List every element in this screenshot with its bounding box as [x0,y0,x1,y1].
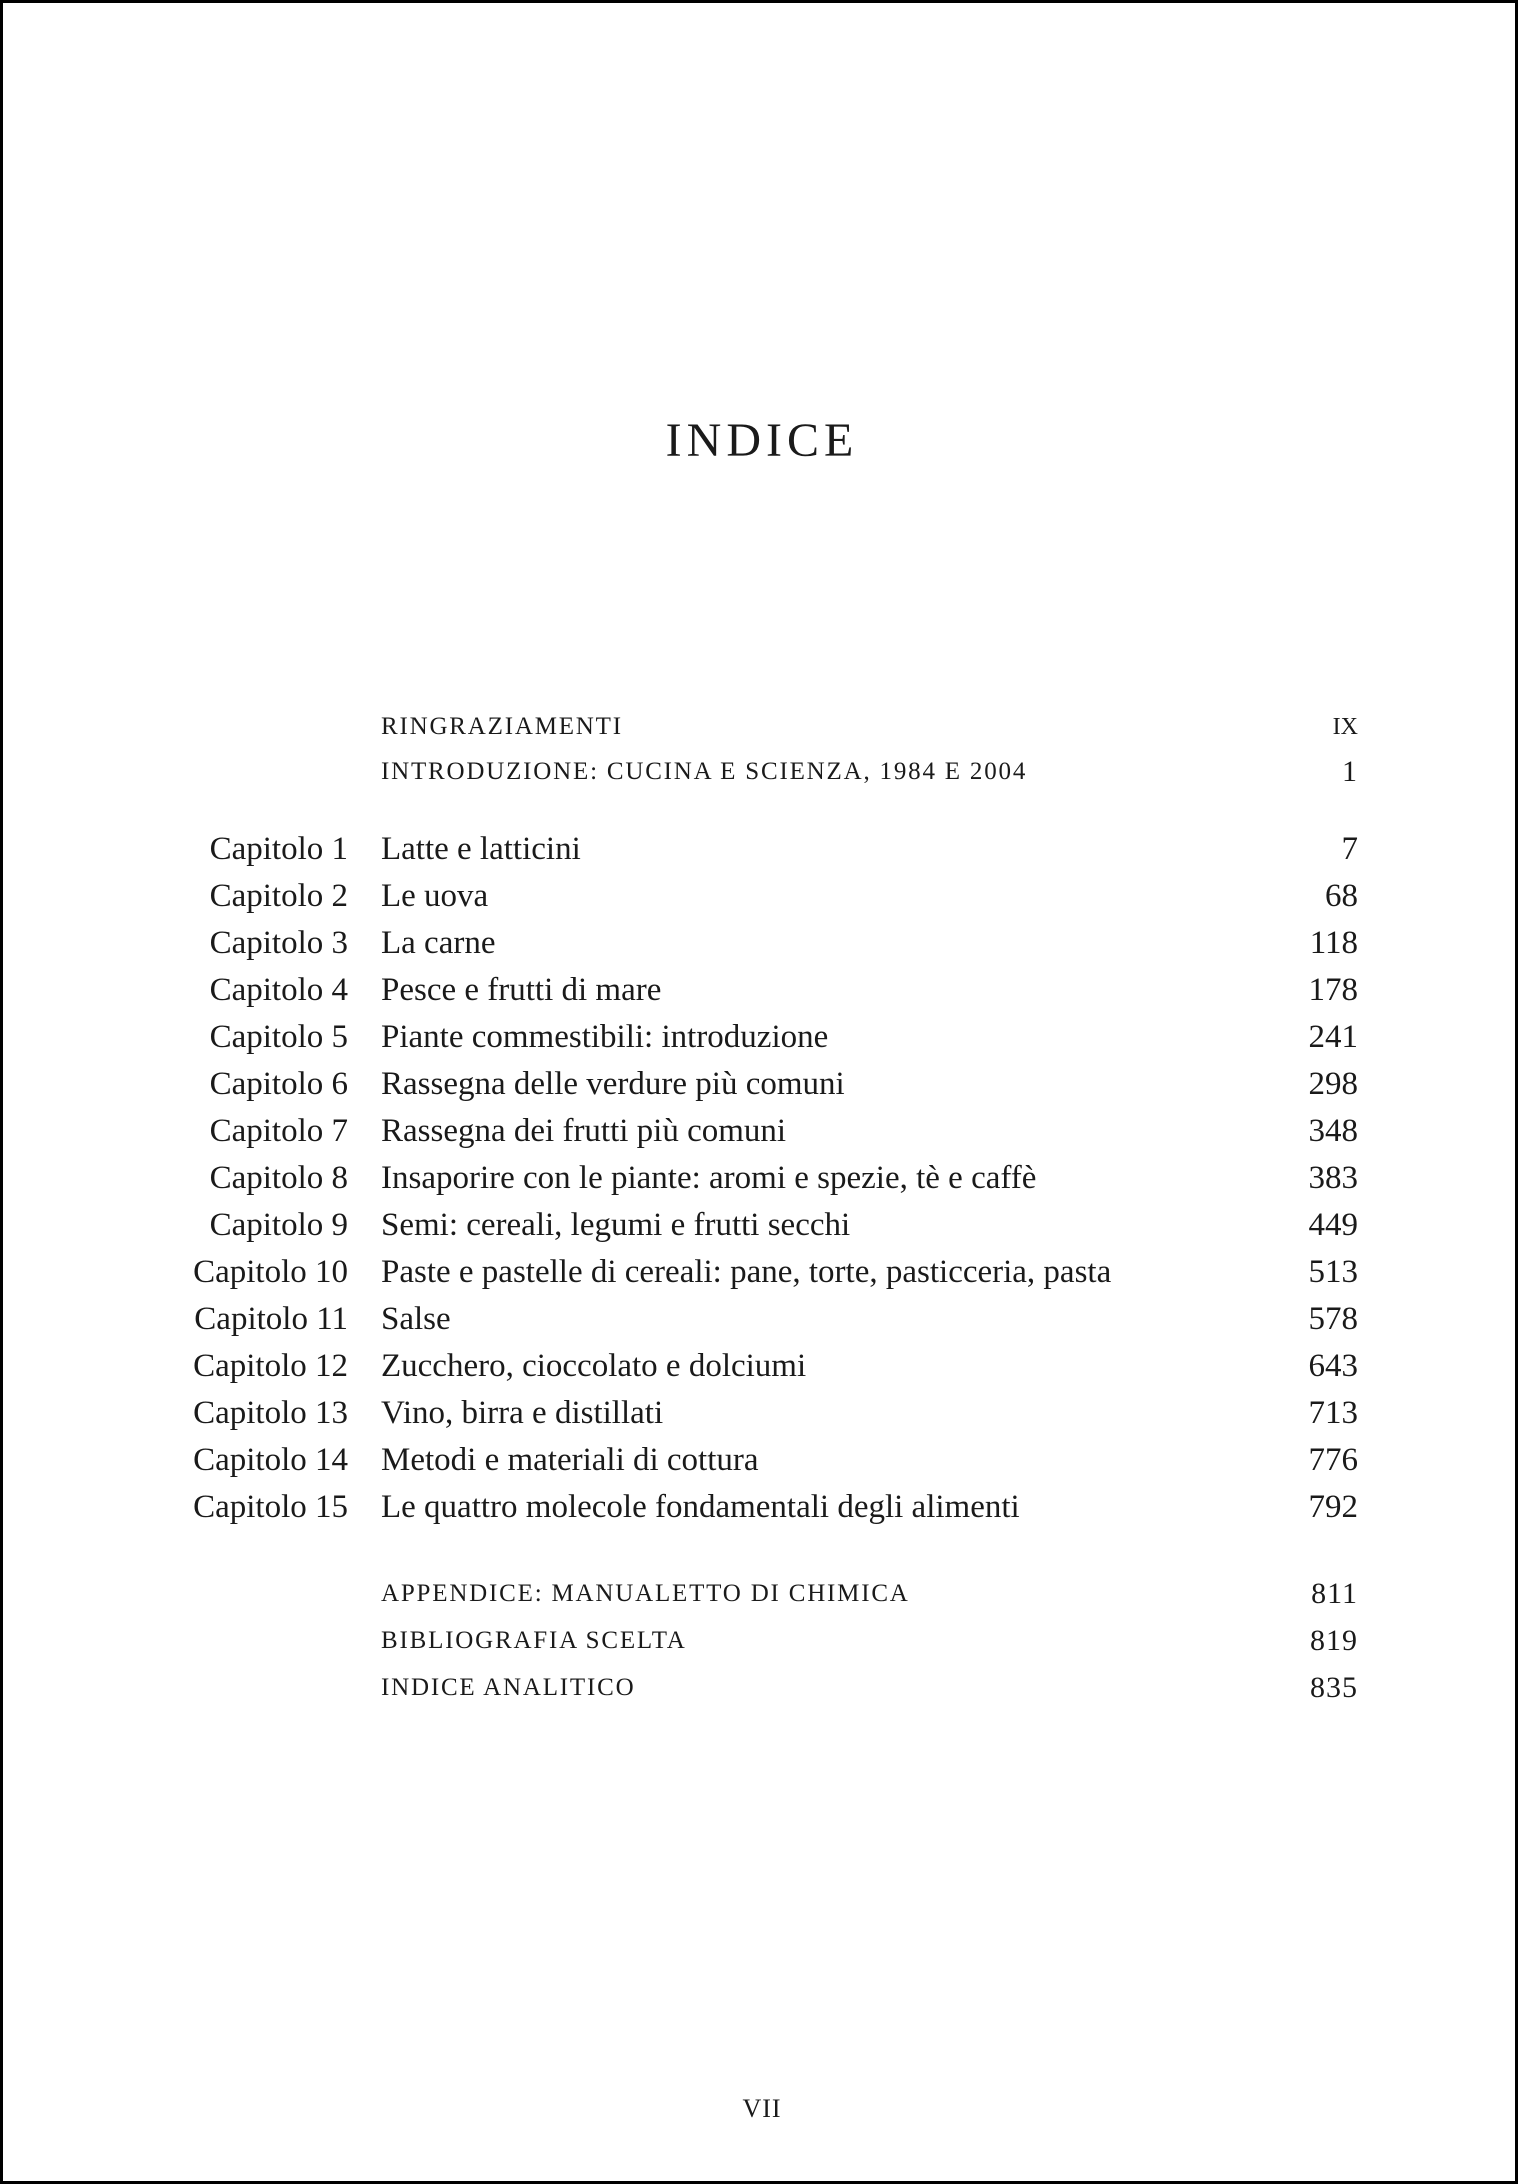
chapter-page: 118 [1309,925,1358,961]
toc-entry-introduction[interactable] [3,749,1518,795]
toc-entry-index[interactable] [3,1665,1518,1711]
chapter-title: Salse [381,1301,451,1337]
chapter-label: Capitolo 5 [209,1019,348,1055]
chapter-title: Insaporire con le piante: aromi e spezie, tè e caffè [381,1160,1037,1196]
chapter-page: 7 [1341,831,1358,867]
chapter-page: 383 [1308,1160,1358,1196]
chapter-title: Vino, birra e distillati [381,1395,664,1431]
chapter-page: 578 [1308,1301,1358,1337]
chapter-label: Capitolo 3 [209,925,348,961]
toc-chapter-row[interactable] [3,826,1518,872]
chapter-label: Capitolo 12 [193,1348,348,1384]
chapter-label: Capitolo 11 [194,1301,348,1337]
chapter-title: Metodi e materiali di cottura [381,1442,759,1478]
chapter-title: Le quattro molecole fondamentali degli alimenti [381,1489,1020,1525]
chapter-title: Piante commestibili: introduzione [381,1019,829,1055]
toc-chapter-row[interactable] [3,1249,1518,1295]
chapter-title: Latte e latticini [381,831,581,867]
chapter-title: Semi: cereali, legumi e frutti secchi [381,1207,851,1243]
chapter-title: La carne [381,925,496,961]
toc-chapter-row[interactable] [3,1202,1518,1248]
toc-chapter-row[interactable] [3,1484,1518,1530]
toc-entry-title: APPENDICE: MANUALETTO DI CHIMICA [381,1580,910,1607]
toc-chapter-row[interactable] [3,873,1518,919]
toc-entry-title: RINGRAZIAMENTI [381,713,623,740]
chapter-label: Capitolo 9 [209,1207,348,1243]
chapter-label: Capitolo 8 [209,1160,348,1196]
toc-chapter-row[interactable] [3,1437,1518,1483]
chapter-label: Capitolo 2 [209,878,348,914]
toc-chapter-row[interactable] [3,1296,1518,1342]
chapter-page: 513 [1308,1254,1358,1290]
toc-chapter-row[interactable] [3,1390,1518,1436]
toc-entry-bibliography[interactable] [3,1618,1518,1664]
toc-entry-appendix[interactable] [3,1571,1518,1617]
toc-chapter-row[interactable] [3,1108,1518,1154]
chapter-title: Pesce e frutti di mare [381,972,662,1008]
chapter-title: Le uova [381,878,489,914]
chapter-label: Capitolo 7 [209,1113,348,1149]
toc-chapter-row[interactable] [3,1014,1518,1060]
chapter-page: 348 [1308,1113,1358,1149]
toc-entry-page: 1 [1342,755,1358,788]
chapter-label: Capitolo 4 [209,972,348,1008]
chapter-title: Zucchero, cioccolato e dolciumi [381,1348,807,1384]
chapter-page: 241 [1308,1019,1358,1055]
chapter-label: Capitolo 10 [193,1254,348,1290]
chapter-page: 178 [1308,972,1358,1008]
page-number-footer: VII [742,2094,782,2123]
toc-entry-page: 835 [1310,1671,1358,1704]
page-title: INDICE [665,414,859,467]
chapter-label: Capitolo 14 [193,1442,348,1478]
chapter-title: Paste e pastelle di cereali: pane, torte, pasticceria, pasta [381,1254,1112,1290]
toc-chapter-row[interactable] [3,1061,1518,1107]
toc-entry-title: INDICE ANALITICO [381,1674,636,1701]
toc-entry-title: INTRODUZIONE: CUCINA E SCIENZA, 1984 E 2004 [381,758,1028,785]
toc-entry-page: 819 [1310,1624,1358,1657]
chapter-title: Rassegna dei frutti più comuni [381,1113,787,1149]
toc-entry-page: 811 [1311,1577,1358,1610]
toc-chapter-row[interactable] [3,967,1518,1013]
toc-entry-acknowledgements[interactable] [3,704,1518,750]
toc-chapter-row[interactable] [3,1343,1518,1389]
chapter-page: 68 [1325,878,1358,914]
chapter-title: Rassegna delle verdure più comuni [381,1066,845,1102]
chapter-page: 713 [1308,1395,1358,1431]
toc-chapter-row[interactable] [3,1155,1518,1201]
toc-entry-page: IX [1332,714,1358,740]
chapter-label: Capitolo 6 [209,1066,348,1102]
toc-chapter-row[interactable] [3,920,1518,966]
chapter-label: Capitolo 13 [193,1395,348,1431]
chapter-page: 298 [1308,1066,1358,1102]
chapter-page: 776 [1308,1442,1358,1478]
chapter-label: Capitolo 1 [209,831,348,867]
toc-entry-title: BIBLIOGRAFIA SCELTA [381,1627,687,1654]
chapter-page: 449 [1308,1207,1358,1243]
chapter-page: 643 [1308,1348,1358,1384]
chapter-page: 792 [1308,1489,1358,1525]
chapter-label: Capitolo 15 [193,1489,348,1525]
